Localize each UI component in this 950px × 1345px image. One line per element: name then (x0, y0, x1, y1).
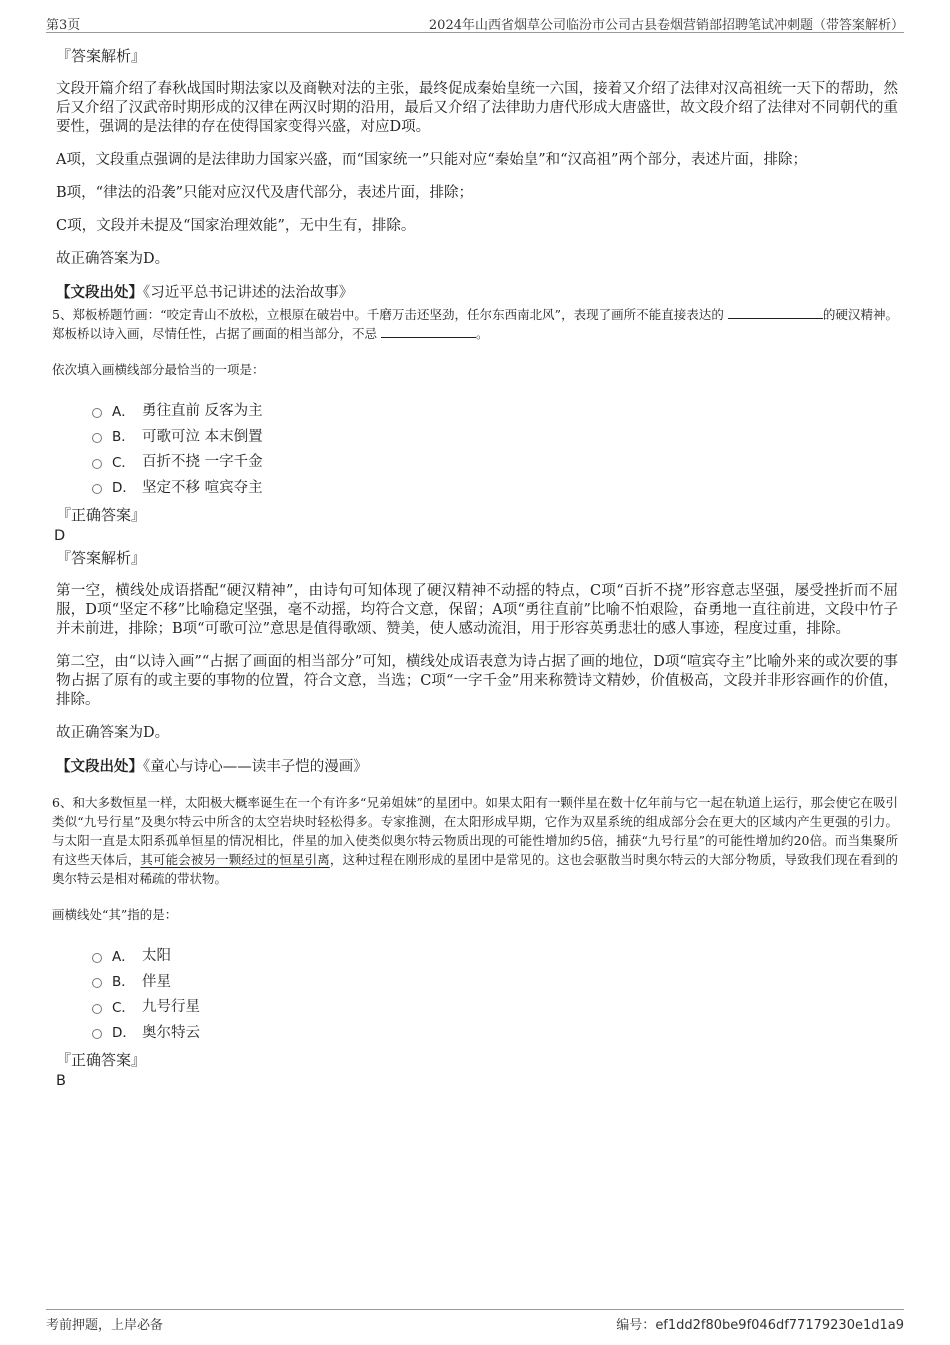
source-label: 【文段出处】 (56, 758, 143, 775)
question-stem: 6、和大多数恒星一样，太阳极大概率诞生在一个有许多“兄弟姐妹”的星团中。如果太阳有一颗伴星在数十亿年前与它一起在轨道上运行，那会使它在吸引类似“九号行星”及奥尔特云中所含的太空岩块时轻松得多。专家推测，在太阳形成早期，它作为双星系统的组成部分会在更大的区域内产生更强的引力。与太阳一直是太阳系孤单恒星的情况相比，伴星的加入使类似奥尔特云物质出现的可能性增加约5倍，捕获“九号行星”的可能性增加约20倍。而当集聚所有这些天体后，其可能会被另一颗经过的恒星引离，这种过程在刚形成的星团中是常见的。这也会驱散当时奥尔特云的大部分物质，导致我们现在看到的奥尔特云是相对稀疏的带状物。 (52, 795, 898, 886)
analysis-paragraph: C项，文段并未提及“国家治理效能”，无中生有，排除。 (56, 218, 416, 234)
option-b[interactable]: B． 可歌可泣 本末倒置 (92, 423, 898, 449)
option-list (92, 942, 898, 1044)
source-title: 《习近平总书记讲述的法治故事》 (143, 285, 354, 301)
q5-answer (56, 505, 898, 777)
fill-blank (381, 325, 476, 338)
analysis-paragraph: 第一空，横线处成语搭配“硬汉精神”，由诗句可知体现了硬汉精神不动摇的特点，C项“百折不挠”形容意志坚强，屡受挫折而不屈服，D项“坚定不移”比喻稳定坚强，毫不动摇，均符合文意，保留；A项“勇往直前”比喻不怕艰险，奋勇地一直往前进，文段中竹子并未前进，排除；B项“可歌可泣”意思是值得歌颂、赞美，使人感动流泪，用于形容英勇悲壮的感人事迹，程度过重，排除。 (56, 583, 898, 637)
option-a[interactable]: A． 勇往直前 反客为主 (92, 397, 898, 423)
code-label: 编号： (616, 1318, 656, 1333)
question-prompt: 画横线处“其”指的是： (52, 907, 178, 922)
source-citation (56, 757, 898, 777)
option-c[interactable]: C． 九号行星 (92, 993, 898, 1019)
fill-blank (728, 306, 823, 319)
option-list (92, 397, 898, 499)
analysis-conclusion: 故正确答案为D。 (56, 251, 170, 267)
analysis-label: 『答案解析』 (56, 549, 147, 567)
source-title: 《童心与诗心——读丰子恺的漫画》 (143, 759, 368, 775)
page-header (46, 12, 904, 33)
underlined-phrase: 其可能会被另一颗经过的恒星引离 (140, 852, 330, 867)
analysis-paragraph: A项，文段重点强调的是法律助力国家兴盛，而“国家统一”只能对应“秦始皇”和“汉高祖”两个部分，表述片面，排除； (56, 152, 807, 168)
question-prompt: 依次填入画横线部分最恰当的一项是： (52, 362, 265, 377)
document-code (616, 1314, 904, 1333)
page-content (52, 40, 898, 1091)
radio-icon[interactable] (92, 433, 102, 443)
source-citation (56, 283, 898, 303)
option-d[interactable]: D． 奥尔特云 (92, 1019, 898, 1045)
option-b[interactable]: B． 伴星 (92, 968, 898, 994)
q6-answer (56, 1050, 898, 1091)
analysis-conclusion: 故正确答案为D。 (56, 725, 170, 741)
radio-icon[interactable] (92, 978, 102, 988)
source-label: 【文段出处】 (56, 284, 143, 301)
q4-analysis (56, 46, 898, 303)
question-stem: 5、郑板桥题竹画：“咬定青山不放松，立根原在破岩中。千磨万击还坚劲，任尔东西南北风”，表现了画所不能直接表达的 的硬汉精神。郑板桥以诗入画，尽情任性，占据了画面的相当部分，不忌 。 (52, 307, 898, 341)
question-6 (52, 793, 898, 1044)
analysis-paragraph: B项，“律法的沿袭”只能对应汉代及唐代部分，表述片面，排除； (56, 185, 473, 201)
answer-label: 『正确答案』 (56, 1051, 147, 1069)
page-footer (46, 1309, 904, 1333)
radio-icon[interactable] (92, 484, 102, 494)
radio-icon[interactable] (92, 1029, 102, 1039)
radio-icon[interactable] (92, 953, 102, 963)
page-number: 第3页 (46, 18, 81, 33)
analysis-paragraph: 第二空，由“以诗入画”“占据了画面的相当部分”可知，横线处成语表意为诗占据了画的地位，D项“喧宾夺主”比喻外来的或次要的事物占据了原有的或主要的事物的位置，符合文意，当选；C项“一字千金”用来称赞诗文精妙，价值极高，文段并非形容画作的价值，排除。 (56, 654, 898, 708)
analysis-label: 『答案解析』 (56, 47, 147, 65)
answer-value: B (56, 1073, 66, 1089)
footer-slogan: 考前押题，上岸必备 (46, 1318, 164, 1333)
option-c[interactable]: C． 百折不挠 一字千金 (92, 448, 898, 474)
document-title: 2024年山西省烟草公司临汾市公司古县卷烟营销部招聘笔试冲刺题（带答案解析） (428, 18, 904, 33)
answer-value: D (54, 528, 66, 544)
analysis-paragraph: 文段开篇介绍了春秋战国时期法家以及商鞅对法的主张，最终促成秦始皇统一六国，接着又介绍了法律对汉高祖统一天下的帮助，然后又介绍了汉武帝时期形成的汉律在两汉时期的沿用，最后又介绍了法律助力唐代形成大唐盛世，故文段介绍了法律对不同朝代的重要性，强调的是法律的存在使得国家变得兴盛，对应D项。 (56, 81, 898, 135)
code-value: ef1dd2f80be9f046df77179230e1d1a9 (655, 1318, 904, 1333)
radio-icon[interactable] (92, 408, 102, 418)
radio-icon[interactable] (92, 1004, 102, 1014)
option-d[interactable]: D． 坚定不移 喧宾夺主 (92, 474, 898, 500)
radio-icon[interactable] (92, 459, 102, 469)
question-5 (52, 305, 898, 499)
option-a[interactable]: A． 太阳 (92, 942, 898, 968)
answer-label: 『正确答案』 (56, 506, 147, 524)
